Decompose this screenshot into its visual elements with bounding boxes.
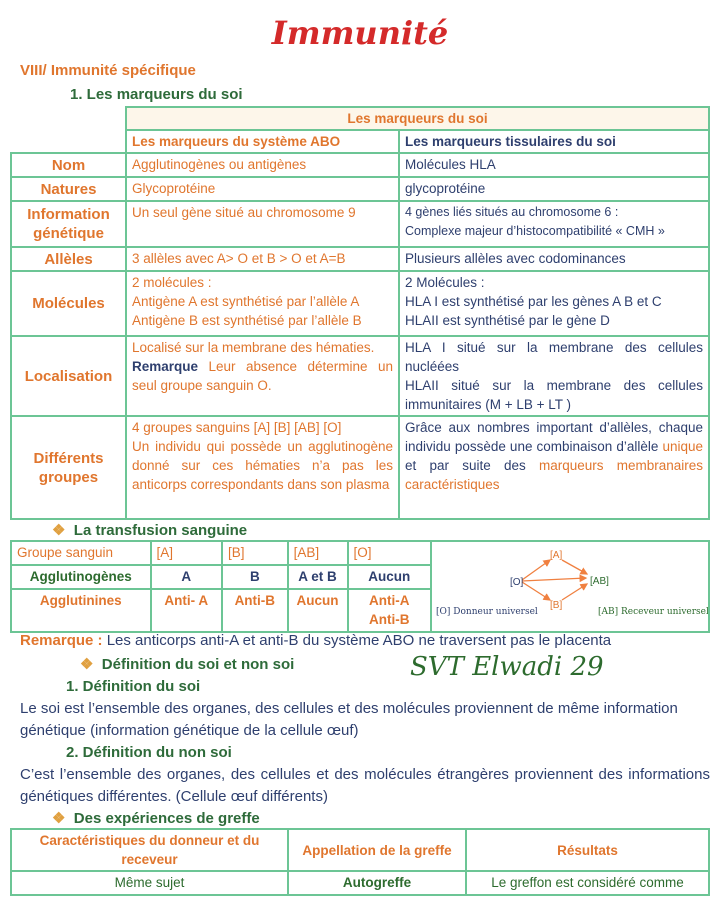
recipient-label: [AB] Receveur universel <box>598 607 708 617</box>
text: HLA I situé sur la membrane des cellules nucléées <box>405 340 703 374</box>
transfusion-heading <box>52 521 247 539</box>
remark-label: Remarque <box>132 359 199 374</box>
text: Anti-B <box>369 612 410 628</box>
graft-heading <box>52 809 260 827</box>
cell <box>126 336 399 416</box>
cell: Plusieurs allèles avec codominances <box>399 247 709 271</box>
text: unique <box>662 439 703 454</box>
header-cell: [O] <box>348 541 432 565</box>
node-o: [O] <box>510 577 524 588</box>
cell <box>348 589 432 632</box>
text: HLA I est synthétisé par les gènes A B et C <box>405 294 662 309</box>
text: 4 gènes liés situés au chromosome 6 : <box>405 205 619 219</box>
def1-text: Le soi est l’ensemble des organes, des cellules et des molécules proviennent de même information génétique (information génétique de la cellule œuf) <box>20 700 678 739</box>
text: Antigène A est synthétisé par l’allèle A <box>132 294 360 309</box>
bullet-icon: ❖ <box>52 810 66 827</box>
bullet-icon: ❖ <box>52 522 66 539</box>
compatibility-diagram <box>432 542 708 626</box>
cell: Anti-B <box>222 589 288 632</box>
header-cell: Groupe sanguin <box>11 541 151 565</box>
text: Grâce aux nombres important d’allèles, chaque individu possède une combinaison d’allèle <box>405 420 703 454</box>
page-title: Immunité <box>271 14 449 52</box>
text: marqueurs membranaires caractéristiques <box>405 458 704 492</box>
text: Anti-A <box>369 593 410 609</box>
text: La transfusion sanguine <box>73 522 248 539</box>
text: Définition du soi et non soi <box>101 656 295 673</box>
watermark: SVT Elwadi 29 <box>410 652 604 682</box>
def1-heading: 1. Définition du soi <box>66 678 201 695</box>
definition-heading <box>80 655 294 673</box>
text: Antigène B est synthétisé par l’allèle B <box>132 313 362 328</box>
cell <box>126 416 399 519</box>
cell: Molécules HLA <box>399 153 709 177</box>
col-tissue: Les marqueurs tissulaires du soi <box>399 130 709 153</box>
cell: A <box>151 565 222 590</box>
row-label: Agglutinines <box>11 589 151 632</box>
remark-text: Les anticorps anti-A et anti-B du système ABO ne traversent pas le placenta <box>102 632 612 649</box>
header-cell: Appellation de la greffe <box>288 829 466 871</box>
header-cell: Caractéristiques du donneur et du receveur <box>11 829 288 871</box>
transfusion-table <box>10 540 710 633</box>
text: Complexe majeur d’histocompatibilité « CMH » <box>405 224 665 238</box>
cell <box>399 201 709 247</box>
section-heading: VIII/ Immunité spécifique <box>20 62 196 79</box>
def2-text: C’est l’ensemble des organes, des cellules et des molécules étrangères proviennent des informations génétiques différentes. (Cellule œuf différents) <box>20 766 710 805</box>
markers-table <box>10 106 710 520</box>
cell: A et B <box>288 565 348 590</box>
cell <box>399 336 709 416</box>
header-cell: [A] <box>151 541 222 565</box>
row-label: Allèles <box>11 247 126 271</box>
text: Localisé sur la membrane des hématies. <box>132 340 375 355</box>
subsection-heading: 1. Les marqueurs du soi <box>70 86 243 103</box>
cell: Agglutinogènes ou antigènes <box>126 153 399 177</box>
row-label: Information génétique <box>11 201 126 247</box>
cell: Aucun <box>348 565 432 590</box>
cell: Aucun <box>288 589 348 632</box>
row-label: Nom <box>11 153 126 177</box>
text: Leur absence détermine un seul groupe sanguin O. <box>132 359 393 393</box>
cell: Autogreffe <box>288 871 466 895</box>
row-label: Agglutinogènes <box>11 565 151 590</box>
transfusion-diagram <box>431 541 709 632</box>
text: HLAII est synthétisé par le gène D <box>405 313 610 328</box>
markers-header: Les marqueurs du soi <box>126 107 709 130</box>
cell: 3 allèles avec A> O et B > O et A=B <box>126 247 399 271</box>
donor-label: [O] Donneur universel <box>436 607 538 617</box>
text: 4 groupes sanguins [A] [B] [AB] [O] <box>132 420 342 435</box>
def2-heading: 2. Définition du non soi <box>66 744 232 761</box>
cell: Même sujet <box>11 871 288 895</box>
text: et par suite des <box>405 458 539 473</box>
graft-table <box>10 828 710 896</box>
cell <box>126 271 399 336</box>
text: HLAII situé sur la membrane des cellules immunitaires (M + LB + LT ) <box>405 378 703 412</box>
cell: Un seul gène situé au chromosome 9 <box>126 201 399 247</box>
text: Un individu qui possède un agglutinogène donné sur ces hématies n’a pas les anticorps correspondants dans son plasma <box>132 439 393 492</box>
cell: Glycoprotéine <box>126 177 399 201</box>
cell <box>399 416 709 519</box>
bullet-icon: ❖ <box>80 656 94 673</box>
header-cell: Résultats <box>466 829 709 871</box>
col-abo: Les marqueurs du système ABO <box>126 130 399 153</box>
remark-label: Remarque : <box>20 632 103 649</box>
cell <box>399 271 709 336</box>
text: 2 Molécules : <box>405 275 485 290</box>
text: Des expériences de greffe <box>73 810 260 827</box>
header-cell: [AB] <box>288 541 348 565</box>
row-label: Localisation <box>11 336 126 416</box>
header-cell: [B] <box>222 541 288 565</box>
row-label: Différents groupes <box>11 416 126 519</box>
cell: Le greffon est considéré comme <box>466 871 709 895</box>
cell: Anti- A <box>151 589 222 632</box>
node-ab: [AB] <box>590 576 609 587</box>
row-label: Molécules <box>11 271 126 336</box>
cell: glycoprotéine <box>399 177 709 201</box>
row-label: Natures <box>11 177 126 201</box>
node-b: [B] <box>550 600 563 611</box>
node-a: [A] <box>550 550 563 561</box>
cell: B <box>222 565 288 590</box>
text: 2 molécules : <box>132 275 212 290</box>
remark <box>20 630 710 652</box>
